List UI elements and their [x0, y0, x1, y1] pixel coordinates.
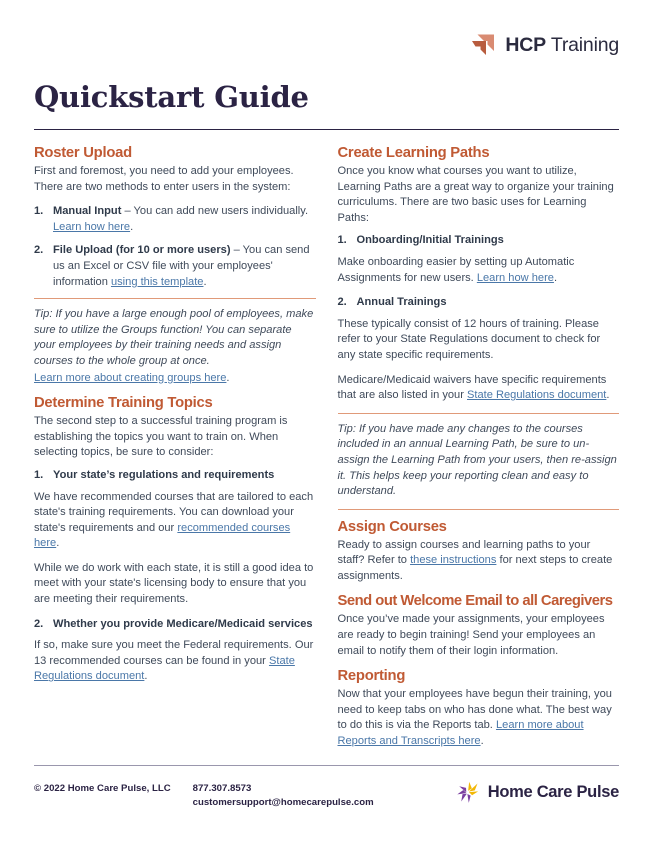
para-pre: If so, make sure you meet the Federal requirements. Our 13 recommended courses can be found in your: [34, 639, 314, 667]
learn-how-here-link[interactable]: Learn how here: [476, 271, 554, 284]
subheading-onboarding-initial-trainings: [338, 233, 620, 249]
hcp-wordmark-light: Training: [546, 33, 619, 56]
para-post: .: [606, 389, 610, 402]
footer-email[interactable]: customersupport@homecarepulse.com: [192, 796, 374, 808]
subheading-state-regulations: [34, 468, 316, 484]
sub-number: 1.: [337, 234, 347, 247]
step-lead: Manual Input: [53, 205, 122, 218]
subheading-annual-trainings: [338, 295, 620, 311]
step-lead: File Upload (for 10 or more users): [53, 244, 231, 257]
reporting-para: [338, 687, 620, 749]
hcp-wordmark: [505, 34, 619, 57]
roster-upload-steps: [34, 204, 316, 290]
footer-contact: [193, 782, 374, 809]
content-columns: [34, 145, 619, 759]
page-title: Quickstart Guide: [34, 80, 309, 114]
using-this-template-link[interactable]: using this template: [110, 275, 204, 288]
sub-label: Annual Trainings: [356, 296, 447, 309]
list-item: [34, 243, 316, 290]
para-pre: Ready to assign courses and learning paths to your staff? Refer to: [337, 538, 591, 567]
learning-paths-para-2: These typically consist of 12 hours of training. Please refer to your State Regulations document to check for any state specific requirements.: [337, 317, 601, 361]
tip-text: Tip: If you have made any changes to the courses included in an annual Learning Path, be sure to un-assign the Learning Path from your users, then re-assign it. This helps keep your reporting clean and easy to understand.: [337, 422, 617, 498]
para-pre: We have recommended courses that are tailored to each state's training requirements. You can download your state's requirements and our: [34, 490, 314, 534]
list-item: [34, 204, 316, 235]
sub-label: Whether you provide Medicare/Medicaid services: [53, 617, 313, 630]
creating-groups-link[interactable]: Learn more about creating groups here: [34, 371, 227, 384]
hcp-wordmark-bold: HCP: [505, 33, 546, 56]
right-column: [338, 145, 620, 759]
step-number: 1.: [34, 205, 44, 218]
step-text-after: .: [130, 220, 134, 233]
sub-number: 2.: [34, 617, 44, 630]
tip-link-after: .: [226, 371, 230, 384]
hcp-arrow-logo-icon: [470, 33, 496, 58]
roster-upload-intro: First and foremost, you need to add your employees. There are two methods to enter users in the system:: [34, 165, 294, 193]
welcome-email-para: Once you’ve made your assignments, your employees are ready to begin training! Send your employees an email to notify them of their login information.: [337, 613, 605, 657]
training-topics-para-3: [34, 638, 316, 685]
para-pre: Medicare/Medicaid waivers have specific requirements that are also listed in your: [337, 373, 607, 402]
title-divider: [34, 129, 619, 130]
subheading-medicare-medicaid: [34, 617, 316, 633]
these-instructions-link[interactable]: these instructions: [410, 554, 497, 567]
para-post: .: [144, 670, 148, 683]
step-text-after: .: [203, 275, 207, 288]
page-footer: [34, 782, 619, 809]
footer-copyright: © 2022 Home Care Pulse, LLC: [34, 783, 171, 794]
page-header: [34, 0, 619, 76]
state-regulations-document-link[interactable]: State Regulations document: [34, 654, 295, 683]
section-heading-assign-courses: Assign Courses: [337, 518, 447, 535]
sub-number: 2.: [337, 296, 347, 309]
hcp-training-logo: [470, 33, 619, 58]
para-post: .: [553, 271, 558, 284]
section-heading-reporting: Reporting: [337, 668, 406, 685]
home-care-pulse-wordmark: Home Care Pulse: [487, 783, 619, 801]
tip-link-line: [34, 371, 316, 387]
training-topics-para-2: While we do work with each state, it is still a good idea to meet with your state's licensing body to ensure that you are meeting their requirements.: [34, 561, 314, 606]
learning-paths-para-1: [338, 255, 620, 286]
training-topics-intro: The second step to a successful training program is establishing the topics you want to train on. When selecting topics, be sure to consider:: [34, 415, 288, 459]
footer-phone: 877.307.8573: [192, 783, 252, 794]
footer-left: [34, 782, 374, 809]
step-text: – You can add new users individually.: [121, 205, 309, 218]
section-heading-send-welcome-email: Send out Welcome Email to all Caregivers: [337, 593, 613, 610]
sub-label: Onboarding/Initial Trainings: [356, 234, 504, 247]
para-pre: Now that your employees have begun their training, you need to keep tabs on who has done what. The best way to do this is via the Reports tab.: [337, 688, 612, 732]
para-post: for next steps to create assignments.: [337, 554, 613, 582]
learn-how-here-link[interactable]: Learn how here: [53, 220, 131, 233]
assign-courses-para: [338, 538, 620, 585]
learning-paths-intro: Once you know what courses you want to utilize, Learning Paths are a great way to organize your training curriculums. There are two basic uses for Learning Paths:: [337, 165, 614, 224]
recommended-courses-link[interactable]: recommended courses here: [34, 521, 291, 550]
para-post: .: [480, 735, 484, 748]
training-topics-para-1: [34, 490, 316, 552]
para-post: .: [56, 537, 60, 550]
step-text: – You can send us an Excel or CSV file with your employees' information: [53, 244, 310, 288]
state-regulations-document-link[interactable]: State Regulations document: [467, 389, 607, 402]
footer-divider: [34, 765, 619, 766]
step-number: 2.: [34, 244, 44, 257]
sub-label: Your state’s regulations and requirements: [53, 468, 275, 481]
reports-and-transcripts-link[interactable]: Learn more about Reports and Transcripts here: [337, 719, 584, 748]
sub-number: 1.: [34, 468, 44, 481]
para-pre: Make onboarding easier by setting up Automatic Assignments for new users.: [337, 255, 575, 284]
left-column: [34, 145, 316, 759]
home-care-pulse-logo: [455, 780, 619, 805]
learning-paths-tip-block: [338, 413, 620, 510]
roster-upload-tip-block: [34, 298, 316, 386]
section-heading-create-learning-paths: Create Learning Paths: [337, 145, 490, 161]
section-heading-determine-training-topics: Determine Training Topics: [34, 395, 213, 412]
home-care-pulse-starburst-icon: [455, 780, 480, 805]
section-heading-roster-upload: Roster Upload: [34, 145, 132, 161]
learning-paths-para-3: [338, 373, 620, 404]
tip-text: Tip: If you have a large enough pool of employees, make sure to utilize the Groups function! You can separate your employees by their training needs and assign courses to the whole group at once.: [34, 308, 314, 367]
